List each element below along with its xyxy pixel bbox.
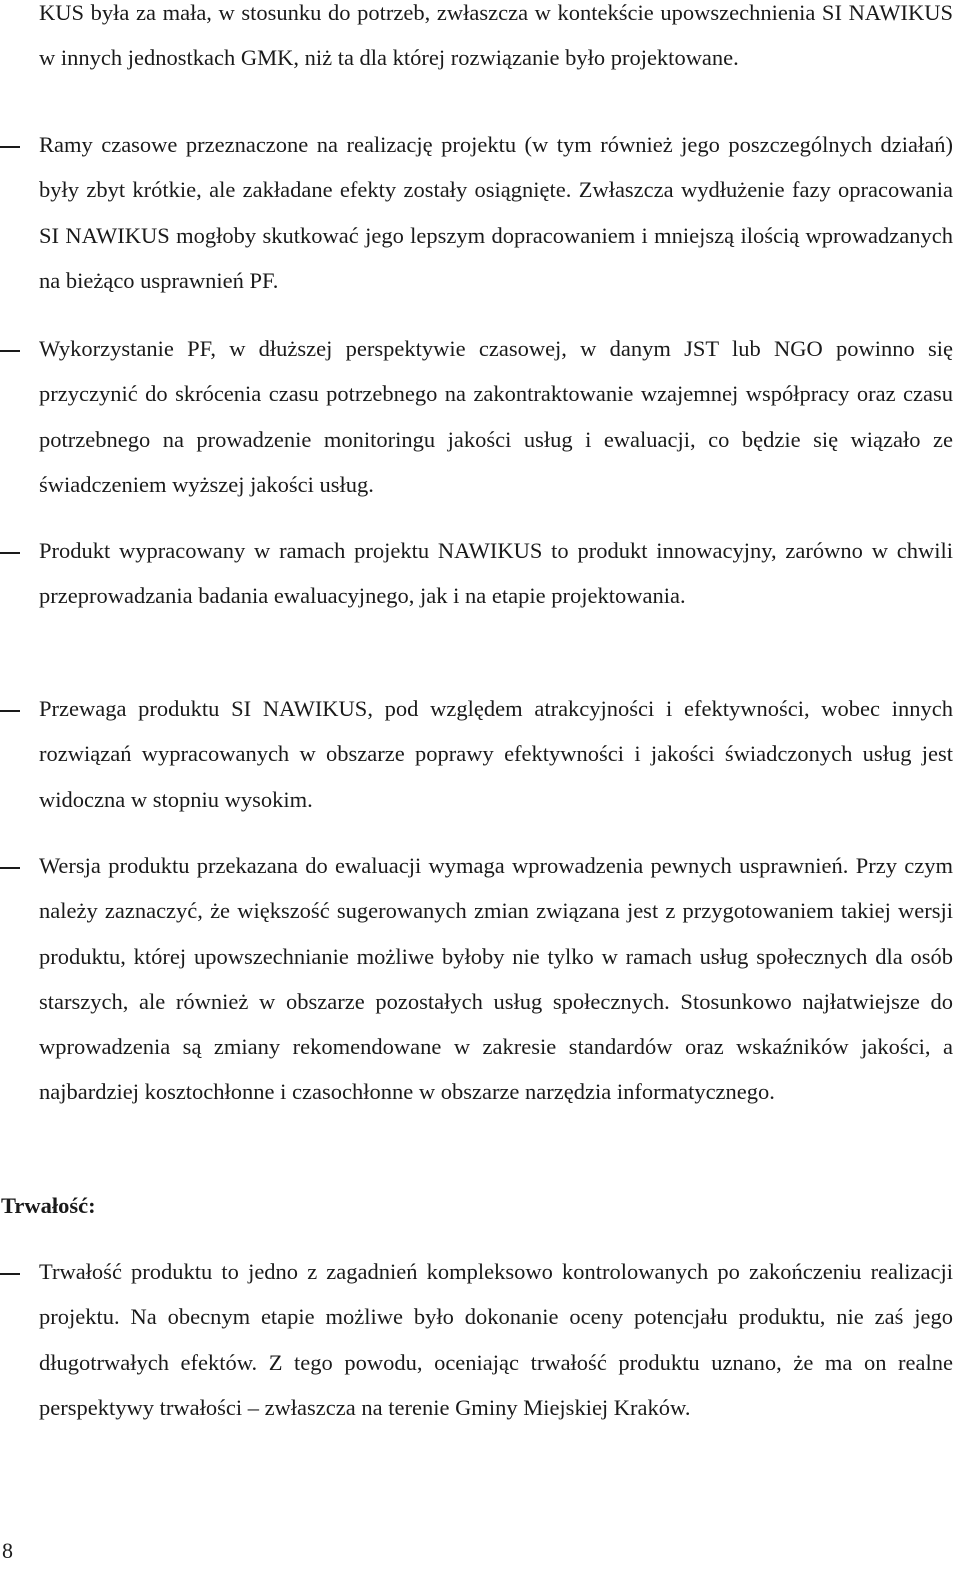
bullet-dash <box>0 350 20 352</box>
bullet-item-innovative-product: Produkt wypracowany w ramach projektu NAWIKUS to produkt innowacyjny, zarówno w chwili przeprowadzania badania ewaluacyjnego, jak i na etapie projektowania. <box>39 538 953 609</box>
bullet-item-version-improvements: Wersja produktu przekazana do ewaluacji wymaga wprowadzenia pewnych usprawnień. Przy czym należy zaznaczyć, że większość sugerowanych zmian związana jest z przygotowaniem takiej wersji produktu, której upowszechnianie możliwe byłoby nie tylko w ramach usług społecznych dla osób starszych, ale również w obszarze pozostałych usług społecznych. Stosunkowo najłatwiejsze do wprowadzenia są zmiany rekomendowane w zakresie standardów oraz wskaźników jakości, a najbardziej kosztochłonne i czasochłonne w obszarze narzędzia informatycznego. <box>39 853 953 1105</box>
bullet-item-pf-usage: Wykorzystanie PF, w dłuższej perspektywie czasowej, w danym JST lub NGO powinno się przyczynić do skrócenia czasu potrzebnego na zakontraktowanie wzajemnej współpracy oraz czasu potrzebnego na prowadzenie monitoringu jakości usług i ewaluacji, co będzie się wiązało ze świadczeniem wyższej jakości usług. <box>39 336 953 497</box>
bullet-item-time-frames: Ramy czasowe przeznaczone na realizację projektu (w tym również jego poszczególnych działań) były zbyt krótkie, ale zakładane efekty zostały osiągnięte. Zwłaszcza wydłużenie fazy opracowania SI NAWIKUS mogłoby skutkować jego lepszym dopracowaniem i mniejszą ilością wprowadzanych na bieżąco usprawnień PF. <box>39 132 953 293</box>
bullet-dash <box>0 1273 20 1275</box>
bullet-dash <box>0 146 20 148</box>
page-number: 8 <box>2 1538 13 1563</box>
continuation-paragraph: KUS była za mała, w stosunku do potrzeb, zwłaszcza w kontekście upowszechnienia SI NAWIKUS w innych jednostkach GMK, niż ta dla której rozwiązanie było projektowane. <box>39 0 953 71</box>
bullet-item-durability: Trwałość produktu to jedno z zagadnień kompleksowo kontrolowanych po zakończeniu realizacji projektu. Na obecnym etapie możliwe było dokonanie oceny potencjału produktu, nie zaś jego długotrwałych efektów. Z tego powodu, oceniając trwałość produktu uznano, że ma on realne perspektywy trwałości – zwłaszcza na terenie Gminy Miejskiej Kraków. <box>39 1259 953 1420</box>
bullet-dash <box>0 710 20 712</box>
bullet-item-advantage: Przewaga produktu SI NAWIKUS, pod względem atrakcyjności i efektywności, wobec innych rozwiązań wypracowanych w obszarze poprawy efektywności i jakości świadczonych usług jest widoczna w stopniu wysokim. <box>39 696 953 812</box>
bullet-dash <box>0 552 20 554</box>
bullet-dash <box>0 867 20 869</box>
section-heading: Trwałość: <box>1 1193 96 1218</box>
